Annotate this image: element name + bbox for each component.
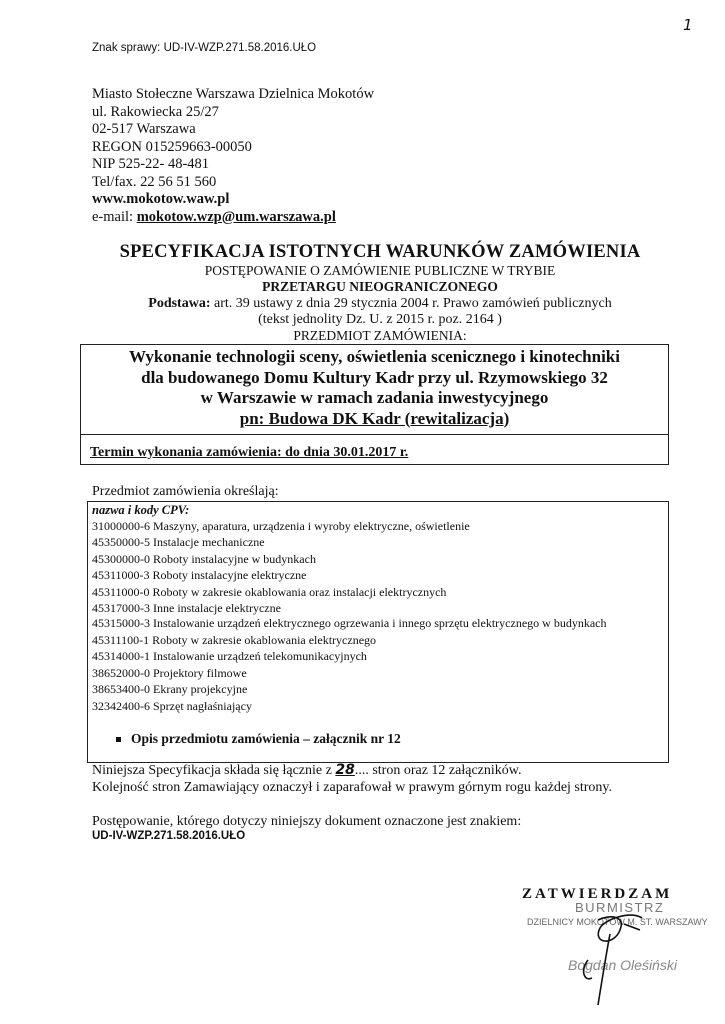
address-line: 02-517 Warszawa [92,121,196,137]
pagination-note: Kolejność stron Zamawiający oznaczył i zaparafował w prawym górnym rogu każdej strony. [92,780,613,795]
subject-line: pn: Budowa DK Kadr (rewitalizacja) [239,408,510,428]
stamp-name: Bogdan Oleśiński [568,957,677,973]
subject-label: PRZEDMIOT ZAMÓWIENIA: [293,328,467,343]
stamp-district: DZIELNICY MOKOTÓW M. ST. WARSZAWY [527,917,708,927]
procedure-reference-line: Postępowanie, którego dotyczy niniejszy dokument oznaczone jest znakiem: [92,814,522,829]
page-count-suffix: .... stron oraz 12 załączników. [354,763,522,778]
address-line: Tel/fax. 22 56 51 560 [92,173,217,190]
basis-label: Podstawa: [148,296,211,311]
title-block [80,242,680,344]
cpv-item: 45315000-3 Instalowanie urządzeń elektrycznego ogrzewania i innego sprzętu elektrycznego w budynkach [92,616,607,631]
email-link[interactable]: mokotow.wzp@um.warszawa.pl [136,208,336,225]
stamp-role: BURMISTRZ [575,900,665,915]
basis-text: art. 39 ustawy z dnia 29 stycznia 2004 r. Prawo zamówień publicznych [210,296,612,311]
procedure-mode: PRZETARGU NIEOGRANICZONEGO [262,279,498,294]
cpv-item: 45300000-0 Roboty instalacyjne w budynkach [92,551,316,566]
document-title: SPECYFIKACJA ISTOTNYCH WARUNKÓW ZAMÓWIENIA [119,242,641,262]
cpv-item: 45311100-1 Roboty w zakresie okablowania elektrycznego [92,632,377,647]
subject-text [81,347,668,429]
address-line: ul. Rakowiecka 25/27 [92,103,219,120]
procedure-type: POSTĘPOWANIE O ZAMÓWIENIE PUBLICZNE W TRYBIE [204,263,556,278]
email-label: e-mail: [92,208,137,225]
page-count-line [92,762,612,779]
cpv-item: 32342400-6 Sprzęt nagłaśniający [92,698,252,713]
cpv-item: 38652000-0 Projektory filmowe [92,665,247,680]
bullet-icon [116,737,121,742]
subject-divider [81,434,668,435]
cpv-item: 45350000-5 Instalacje mechaniczne [92,535,265,550]
deadline [90,445,408,461]
cpv-item: 45311000-3 Roboty instalacyjne elektryczne [92,568,307,583]
attachment-bullet [116,731,401,747]
page-number: 1 [683,16,693,34]
subject-box [80,344,669,465]
legal-basis-detail: (tekst jednolity Dz. U. z 2015 r. poz. 2164 ) [258,312,502,327]
address-line: REGON 015259663-00050 [92,138,252,155]
cpv-header: nazwa i kody CPV: [92,503,190,517]
cpv-item: 45317000-3 Inne instalacje elektryczne [92,601,281,616]
page-count-prefix: Niniejsza Specyfikacja składa się łącznie z [92,763,336,778]
cpv-item: 45311000-0 Roboty w zakresie okablowania oraz instalacji elektrycznych [92,584,447,599]
cpv-intro: Przedmiot zamówienia określają: [92,484,279,499]
cpv-item: 31000000-6 Maszyny, aparatura, urządzenia i wyroby elektryczne, oświetlenie [92,519,470,533]
subject-line: w Warszawie w ramach zadania inwestycyjnego [200,388,549,407]
website: www.mokotow.waw.pl [92,191,230,207]
cpv-box [87,501,669,763]
legal-basis [80,295,680,312]
deadline-text: Termin wykonania zamówienia: do dnia 30.01.2017 r. [90,445,409,460]
approval-stamp: ZATWIERDZAM [522,886,673,902]
attachment-text: Opis przedmiotu zamówienia – załącznik nr 12 [131,731,401,746]
email-line [92,209,374,227]
page-count-handwritten: 28 [335,762,355,778]
subject-line: dla budowanego Domu Kultury Kadr przy ul. Rzymowskiego 32 [141,367,608,387]
address-block [92,86,374,226]
subject-line: Wykonanie technologii sceny, oświetlenia scenicznego i kinotechniki [129,347,620,366]
address-line: NIP 525-22- 48-481 [92,156,210,172]
cpv-item: 45314000-1 Instalowanie urządzeń telekomunikacyjnych [92,649,367,664]
cpv-item: 38653400-0 Ekrany projekcyjne [92,682,248,697]
signature-icon [540,900,660,1010]
address-line: Miasto Stołeczne Warszawa Dzielnica Mokotów [92,86,375,102]
procedure-code: UD-IV-WZP.271.58.2016.UŁO [92,830,246,842]
closing-text [92,762,612,796]
cpv-list [92,518,652,714]
case-number: Znak sprawy: UD-IV-WZP.271.58.2016.UŁO [92,42,317,54]
